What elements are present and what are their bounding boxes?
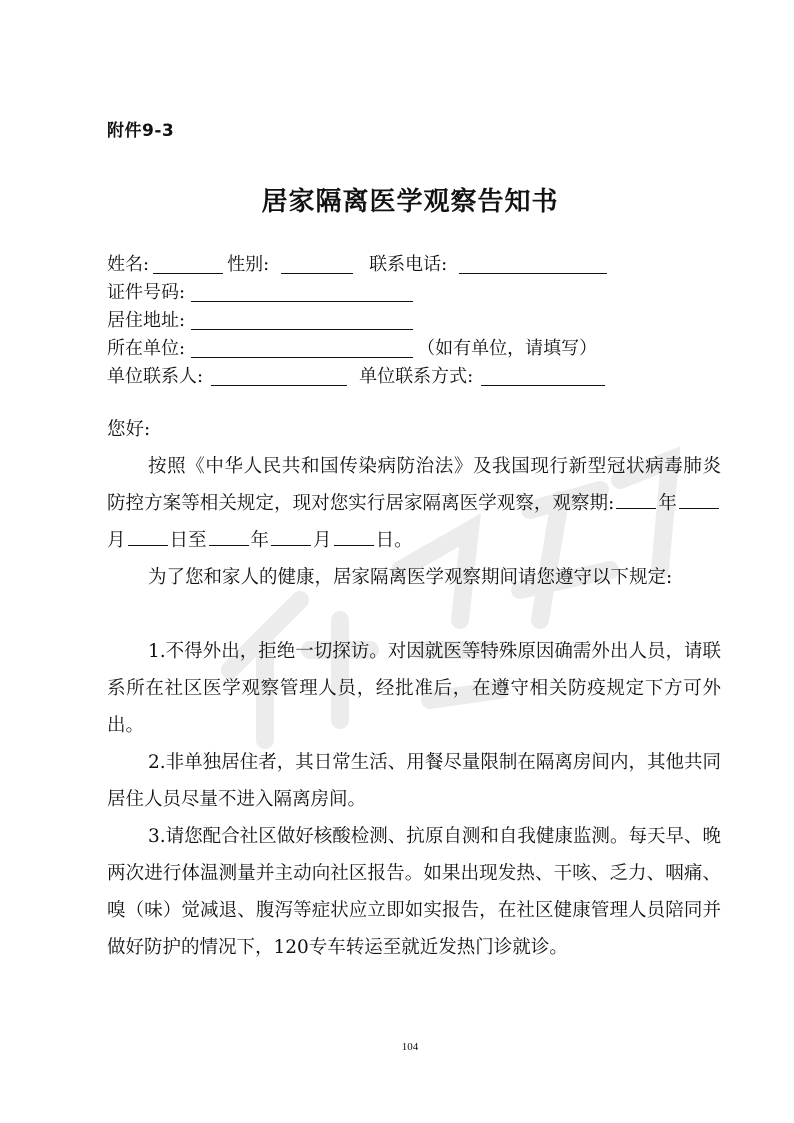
name-field[interactable] [153,255,223,274]
month-label: 月 [107,530,126,551]
unit-contact-field[interactable] [211,367,347,386]
year-label-2: 年 [250,530,270,551]
start-day-blank[interactable] [128,529,168,546]
page-number: 104 [401,1041,419,1053]
id-label: 证件号码: [107,282,186,303]
day-label-2: 日。 [375,530,413,551]
gender-label: 性别: [227,254,270,275]
intro-text: 按照《中华人民共和国传染病防治法》及我国现行新型冠状病毒肺炎防控方案等相关规定，现对您实行居家隔离医学观察，观察期: [107,456,721,514]
form-row-personal [107,253,611,277]
greeting: 您好: [107,419,151,440]
month-label-2: 月 [313,530,332,551]
attachment-label: 附件9-3 [107,121,175,141]
start-month-blank[interactable] [679,492,719,509]
paragraph-rules-intro: 为了您和家人的健康，居家隔离医学观察期间请您遵守以下规定: [148,567,673,588]
end-day-blank[interactable] [334,529,374,546]
form-row-address [107,309,417,333]
start-year-blank[interactable] [616,492,656,509]
unit-contact-method-label: 单位联系方式: [359,366,474,387]
address-field[interactable] [191,311,413,330]
end-year-blank[interactable] [209,529,249,546]
paragraph-intro [107,448,721,559]
year-label: 年 [658,493,677,514]
rule-3: 3.请您配合社区做好核酸检测、抗原自测和自我健康监测。每天早、晚两次进行体温测量并主动向社区报告。如果出现发热、干咳、乏力、咽痛、嗅（味）觉减退、腹泻等症状应立即如实报告，在社区健康管理人员陪同并做好防护的情况下，120专车转运至就近发热门诊就诊。 [107,826,721,958]
name-label: 姓名: [107,254,150,275]
phone-field[interactable] [459,255,607,274]
form-row-unit-contact [107,365,609,389]
form-row-id [107,281,417,305]
rule-2: 2.非单独居住者，其日常生活、用餐尽量限制在隔离房间内，其他共同居住人员尽量不进入隔离房间。 [107,752,721,810]
day-to-label: 日至 [169,530,207,551]
form-row-unit [107,337,597,361]
unit-label: 所在单位: [107,338,186,359]
unit-note: （如有单位，请填写） [417,338,598,359]
id-field[interactable] [191,283,413,302]
unit-contact-method-field[interactable] [481,367,605,386]
unit-field[interactable] [191,339,413,358]
phone-label: 联系电话: [369,254,448,275]
document-title: 居家隔离医学观察告知书 [261,187,559,217]
unit-contact-label: 单位联系人: [107,366,204,387]
gender-field[interactable] [281,255,353,274]
address-label: 居住地址: [107,310,186,331]
rule-1: 1.不得外出，拒绝一切探访。对因就医等特殊原因确需外出人员，请联系所在社区医学观察管理人员，经批准后，在遵守相关防疫规定下方可外出。 [107,641,721,736]
end-month-blank[interactable] [271,529,311,546]
